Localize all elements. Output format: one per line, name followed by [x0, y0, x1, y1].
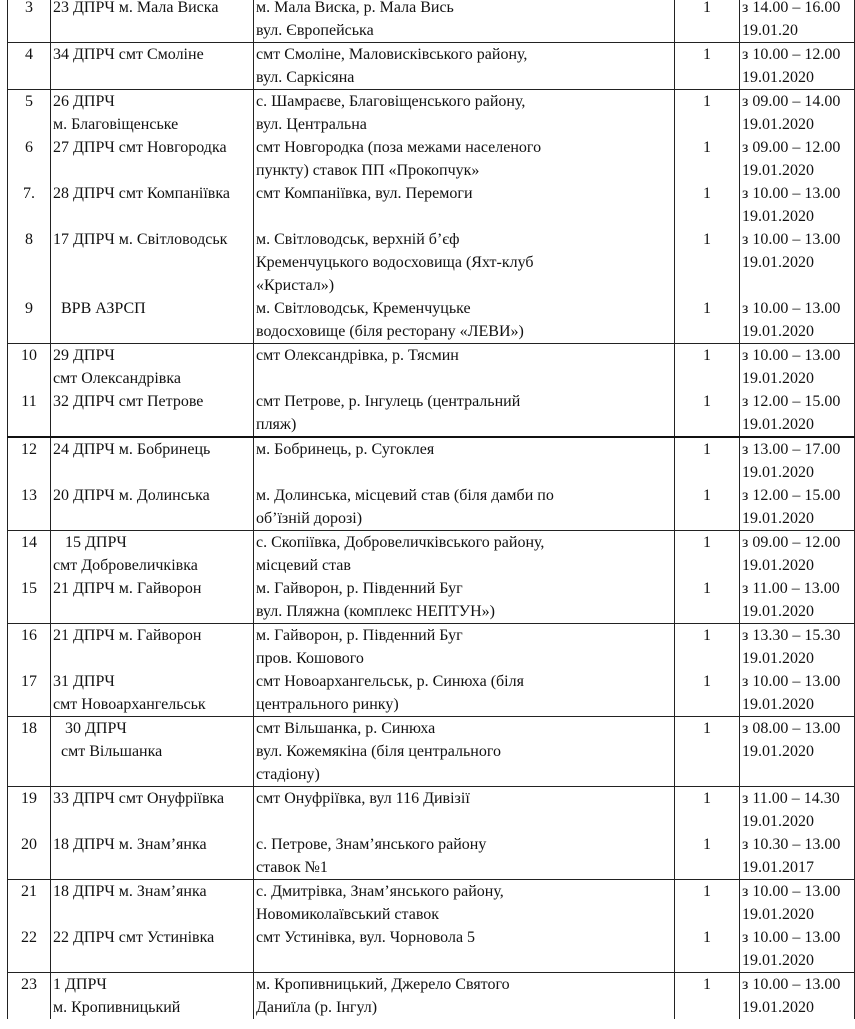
time-date-line: 19.01.2020: [742, 813, 814, 830]
unit-name-line: [53, 251, 251, 274]
time-date-line: 19.01.2020: [742, 323, 814, 340]
unit-name: [51, 297, 254, 344]
table-row: [8, 0, 855, 43]
count: 1: [675, 90, 740, 137]
location-line: м. Мала Виска, р. Мала Вись: [256, 0, 454, 16]
row-number: 20: [8, 833, 51, 880]
location-line: м. Гайворон, р. Південний Буг: [256, 580, 463, 597]
count: 1: [675, 926, 740, 973]
unit-name-line: 27 ДПРЧ смт Новгородка: [53, 139, 227, 156]
time-date-line: 19.01.20: [742, 22, 798, 39]
time-date-line: з 10.00 – 13.00: [742, 929, 841, 946]
table-row: [8, 880, 855, 927]
location: [254, 136, 675, 182]
location: [254, 0, 675, 43]
time-date-line: 19.01.2020: [742, 696, 814, 713]
table-row: [8, 787, 855, 834]
time-date-line: 19.01.2020: [742, 999, 814, 1016]
table-row: [8, 43, 855, 90]
table-row: [8, 136, 855, 182]
unit-name-line: м. Благовіщенське: [53, 116, 179, 133]
table-row: [8, 90, 855, 137]
unit-name: [51, 228, 254, 297]
table-row: [8, 484, 855, 531]
count: 1: [675, 833, 740, 880]
unit-name: [51, 926, 254, 973]
time-date-line: 19.01.2020: [742, 650, 814, 667]
table-row: [8, 624, 855, 671]
time-date-line: з 10.00 – 13.00: [742, 347, 841, 364]
unit-name-line: смт Добровеличківка: [53, 557, 198, 574]
location-line: пункту) ставок ПП «Прокопчук»: [256, 162, 480, 179]
time-date-line: 19.01.2020: [742, 254, 814, 271]
time-date-line: 19.01.2020: [742, 464, 814, 481]
unit-name-line: ВРВ АЗРСП: [61, 300, 146, 317]
unit-name: [51, 43, 254, 90]
location: [254, 787, 675, 834]
unit-name-line: 30 ДПРЧ: [65, 720, 127, 737]
time-date-line: з 09.00 – 12.00: [742, 534, 841, 551]
time-date: [740, 670, 855, 717]
unit-name-line: [53, 461, 251, 484]
time-date-line: з 11.00 – 14.30: [742, 790, 840, 807]
count: 1: [675, 717, 740, 787]
table-row: [8, 228, 855, 297]
location-line: [256, 810, 672, 833]
count: 1: [675, 437, 740, 484]
table-row: [8, 973, 855, 1020]
unit-name-line: 21 ДПРЧ м. Гайворон: [53, 580, 202, 597]
unit-name-line: 17 ДПРЧ м. Світловодськ: [53, 231, 228, 248]
unit-name: [51, 624, 254, 671]
unit-name-line: 32 ДПРЧ смт Петрове: [53, 393, 204, 410]
unit-name: [51, 484, 254, 531]
count: 1: [675, 577, 740, 624]
unit-name: [51, 717, 254, 787]
location: [254, 880, 675, 927]
unit-name-line: 22 ДПРЧ смт Устинівка: [53, 929, 215, 946]
table-row: [8, 182, 855, 228]
row-number: 15: [8, 577, 51, 624]
table-row: [8, 833, 855, 880]
unit-name-line: 31 ДПРЧ: [53, 673, 115, 690]
unit-name-line: 18 ДПРЧ м. Знам’янка: [53, 883, 207, 900]
time-date: [740, 880, 855, 927]
time-date: [740, 437, 855, 484]
count: 1: [675, 228, 740, 297]
location-line: смт Компаніївка, вул. Перемоги: [256, 185, 473, 202]
time-date-line: з 11.00 – 13.00: [742, 580, 840, 597]
row-number: 9: [8, 297, 51, 344]
location: [254, 437, 675, 484]
unit-name: [51, 0, 254, 43]
location-line: смт Онуфріївка, вул 116 Дивізії: [256, 790, 470, 807]
location-line: об’їзній дорозі): [256, 510, 363, 527]
unit-name-line: 18 ДПРЧ м. Знам’янка: [53, 836, 207, 853]
location-line: [256, 949, 672, 972]
location-line: стадіону): [256, 766, 320, 783]
table-row: [8, 297, 855, 344]
row-number: 6: [8, 136, 51, 182]
unit-name-line: 20 ДПРЧ м. Долинська: [53, 487, 210, 504]
time-date-line: з 10.00 – 13.00: [742, 231, 841, 248]
row-number: 10: [8, 344, 51, 391]
unit-name: [51, 531, 254, 578]
time-date-line: 19.01.2020: [742, 69, 814, 86]
row-number: 17: [8, 670, 51, 717]
row-number: 5: [8, 90, 51, 137]
location: [254, 577, 675, 624]
unit-name: [51, 344, 254, 391]
time-date: [740, 43, 855, 90]
location: [254, 624, 675, 671]
location: [254, 90, 675, 137]
location-line: м. Світловодськ, верхній б’єф: [256, 231, 460, 248]
location-line: Даниїла (р. Інгул): [256, 999, 378, 1016]
unit-name: [51, 437, 254, 484]
unit-name-line: 21 ДПРЧ м. Гайворон: [53, 627, 202, 644]
time-date: [740, 390, 855, 437]
unit-name-line: [53, 274, 251, 297]
time-date-line: 19.01.2020: [742, 603, 814, 620]
time-date-line: з 09.00 – 14.00: [742, 93, 841, 110]
time-date: [740, 136, 855, 182]
location-line: [256, 461, 672, 484]
time-date-line: з 10.00 – 13.00: [742, 883, 841, 900]
location-line: смт Олександрівка, р. Тясмин: [256, 347, 459, 364]
time-date-line: 19.01.2020: [742, 906, 814, 923]
table-row: [8, 531, 855, 578]
row-number: 13: [8, 484, 51, 531]
count: 1: [675, 484, 740, 531]
time-date-line: [742, 763, 852, 786]
time-date-line: з 10.00 – 13.00: [742, 185, 841, 202]
time-date: [740, 833, 855, 880]
time-date: [740, 624, 855, 671]
time-date: [740, 344, 855, 391]
row-number: 3: [8, 0, 51, 43]
unit-name-line: 33 ДПРЧ смт Онуфріївка: [53, 790, 225, 807]
row-number: 14: [8, 531, 51, 578]
location-line: смт Новоархангельськ, р. Синюха (біля: [256, 673, 524, 690]
time-date: [740, 926, 855, 973]
location: [254, 484, 675, 531]
location-line: м. Долинська, місцевий став (біля дамби по: [256, 487, 554, 504]
location-line: пров. Кошового: [256, 650, 364, 667]
table-row: [8, 390, 855, 437]
unit-name: [51, 787, 254, 834]
location-line: [256, 205, 672, 228]
unit-name-line: 1 ДПРЧ: [53, 976, 107, 993]
count: 1: [675, 390, 740, 437]
count: 1: [675, 880, 740, 927]
count: 1: [675, 43, 740, 90]
location: [254, 926, 675, 973]
unit-name: [51, 390, 254, 437]
count: 1: [675, 670, 740, 717]
table-row: [8, 344, 855, 391]
location-line: смт Смоліне, Маловисківського району,: [256, 46, 528, 63]
time-date-line: з 10.30 – 13.00: [742, 836, 841, 853]
time-date-line: [742, 274, 852, 297]
time-date: [740, 484, 855, 531]
location-line: ставок №1: [256, 859, 328, 876]
location: [254, 43, 675, 90]
count: 1: [675, 787, 740, 834]
location-line: смт Петрове, р. Інгулець (центральний: [256, 393, 521, 410]
time-date-line: 19.01.2020: [742, 116, 814, 133]
location: [254, 297, 675, 344]
location-line: [256, 367, 672, 390]
table-row: [8, 670, 855, 717]
time-date-line: 19.01.2020: [742, 510, 814, 527]
location-line: вул. Пляжна (комплекс НЕПТУН»): [256, 603, 496, 620]
location: [254, 717, 675, 787]
unit-name-line: м. Кропивницький: [53, 999, 181, 1016]
time-date-line: з 12.00 – 15.00: [742, 393, 841, 410]
row-number: 12: [8, 437, 51, 484]
location-line: вул. Європейська: [256, 22, 374, 39]
count: 1: [675, 973, 740, 1020]
count: 1: [675, 0, 740, 43]
location-line: місцевий став: [256, 557, 351, 574]
unit-name-line: [53, 763, 251, 786]
schedule-table: [7, 0, 855, 1019]
unit-name: [51, 182, 254, 228]
location: [254, 228, 675, 297]
time-date-line: з 08.00 – 13.00: [742, 720, 841, 737]
count: 1: [675, 344, 740, 391]
location-line: пляж): [256, 416, 297, 433]
time-date: [740, 973, 855, 1020]
time-date-line: 19.01.2017: [742, 859, 814, 876]
row-number: 19: [8, 787, 51, 834]
location-line: м. Бобринець, р. Сугоклея: [256, 441, 435, 458]
location-line: вул. Кожемякіна (біля центрального: [256, 743, 501, 760]
time-date-line: з 10.00 – 12.00: [742, 46, 841, 63]
location-line: смт Устинівка, вул. Чорновола 5: [256, 929, 476, 946]
unit-name-line: 23 ДПРЧ м. Мала Виска: [53, 0, 219, 16]
count: 1: [675, 297, 740, 344]
time-date-line: 19.01.2020: [742, 162, 814, 179]
location-line: центрального ринку): [256, 696, 399, 713]
location: [254, 344, 675, 391]
time-date: [740, 90, 855, 137]
time-date: [740, 577, 855, 624]
row-number: 8: [8, 228, 51, 297]
table-row: [8, 926, 855, 973]
time-date-line: з 12.00 – 15.00: [742, 487, 841, 504]
unit-name-line: 24 ДПРЧ м. Бобринець: [53, 441, 211, 458]
count: 1: [675, 531, 740, 578]
time-date: [740, 0, 855, 43]
time-date-line: з 10.00 – 13.00: [742, 976, 841, 993]
count: 1: [675, 182, 740, 228]
location-line: вул. Саркісяна: [256, 69, 355, 86]
location-line: с. Петрове, Знам’янського району: [256, 836, 487, 853]
unit-name: [51, 973, 254, 1020]
time-date: [740, 717, 855, 787]
time-date-line: з 10.00 – 13.00: [742, 673, 841, 690]
time-date-line: з 13.00 – 17.00: [742, 441, 841, 458]
time-date: [740, 297, 855, 344]
time-date-line: з 09.00 – 12.00: [742, 139, 841, 156]
row-number: 7.: [8, 182, 51, 228]
location-line: вул. Центральна: [256, 116, 367, 133]
row-number: 22: [8, 926, 51, 973]
unit-name-line: 15 ДПРЧ: [65, 534, 127, 551]
location: [254, 833, 675, 880]
location-line: с. Дмитрівка, Знам’янського району,: [256, 883, 504, 900]
table-row: [8, 717, 855, 787]
unit-name-line: смт Новоархангельськ: [53, 696, 206, 713]
count: 1: [675, 624, 740, 671]
location: [254, 182, 675, 228]
time-date-line: 19.01.2020: [742, 208, 814, 225]
row-number: 18: [8, 717, 51, 787]
location-line: м. Кропивницький, Джерело Святого: [256, 976, 510, 993]
row-number: 4: [8, 43, 51, 90]
location-line: «Кристал»): [256, 277, 335, 294]
location-line: смт Новгородка (поза межами населеного: [256, 139, 542, 156]
location-line: с. Скопіївка, Добровеличківського району,: [256, 534, 545, 551]
location-line: смт Вільшанка, р. Синюха: [256, 720, 436, 737]
time-date: [740, 182, 855, 228]
unit-name-line: 34 ДПРЧ смт Смоліне: [53, 46, 204, 63]
row-number: 23: [8, 973, 51, 1020]
time-date-line: з 10.00 – 13.00: [742, 300, 841, 317]
time-date: [740, 531, 855, 578]
unit-name: [51, 670, 254, 717]
unit-name-line: смт Вільшанка: [61, 743, 163, 760]
time-date-line: з 13.30 – 15.30: [742, 627, 841, 644]
location-line: м. Гайворон, р. Південний Буг: [256, 627, 463, 644]
table-row: [8, 437, 855, 484]
location-line: Новомиколаївський ставок: [256, 906, 440, 923]
time-date: [740, 228, 855, 297]
unit-name-line: смт Олександрівка: [53, 370, 181, 387]
time-date-line: 19.01.2020: [742, 557, 814, 574]
table-row: [8, 577, 855, 624]
location: [254, 390, 675, 437]
time-date: [740, 787, 855, 834]
unit-name: [51, 880, 254, 927]
schedule-table-body: [8, 0, 855, 1019]
unit-name-line: 28 ДПРЧ смт Компаніївка: [53, 185, 230, 202]
location: [254, 531, 675, 578]
location: [254, 670, 675, 717]
time-date-line: з 14.00 – 16.00: [742, 0, 841, 16]
unit-name: [51, 577, 254, 624]
row-number: 16: [8, 624, 51, 671]
location-line: м. Світловодськ, Кременчуцьке: [256, 300, 471, 317]
time-date-line: 19.01.2020: [742, 370, 814, 387]
unit-name: [51, 90, 254, 137]
unit-name-line: 29 ДПРЧ: [53, 347, 115, 364]
location-line: водосховище (біля ресторану «ЛЕВИ»): [256, 323, 524, 340]
location-line: Кременчуцького водосховища (Яхт-клуб: [256, 254, 534, 271]
location: [254, 973, 675, 1020]
time-date-line: 19.01.2020: [742, 743, 814, 760]
row-number: 21: [8, 880, 51, 927]
time-date-line: 19.01.2020: [742, 952, 814, 969]
unit-name-line: 26 ДПРЧ: [53, 93, 115, 110]
location-line: с. Шамраєве, Благовіщенського району,: [256, 93, 526, 110]
count: 1: [675, 136, 740, 182]
unit-name: [51, 136, 254, 182]
unit-name: [51, 833, 254, 880]
row-number: 11: [8, 390, 51, 437]
time-date-line: 19.01.2020: [742, 416, 814, 433]
